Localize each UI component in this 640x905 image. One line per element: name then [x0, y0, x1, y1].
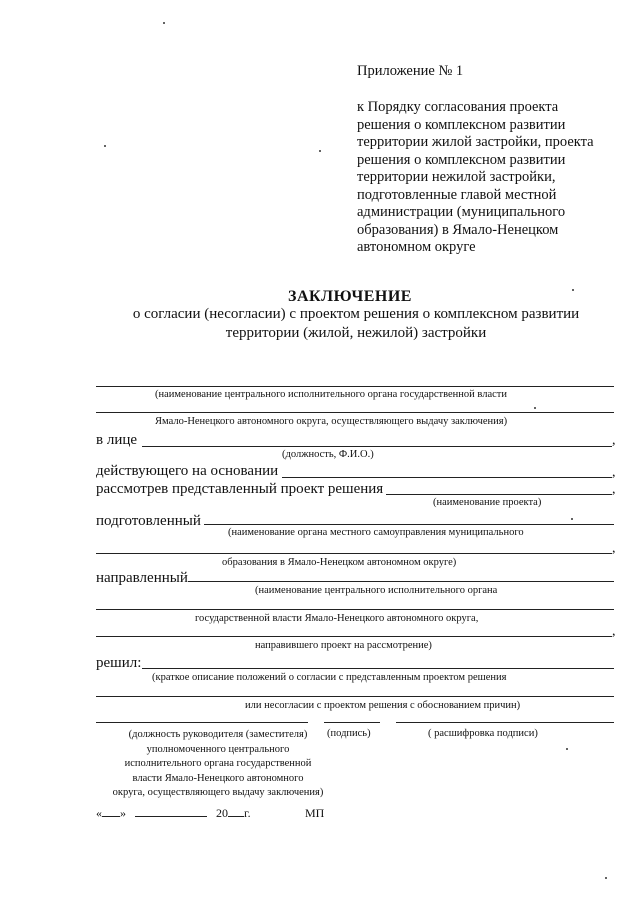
appendix-reference [357, 99, 594, 257]
scan-speck [104, 145, 106, 147]
appendix-line: территории жилой застройки, проекта [357, 134, 594, 150]
caption-authority-2: Ямало-Ненецкого автономного округа, осуществляющего выдачу заключения) [155, 416, 508, 427]
basis-fill-line[interactable] [282, 477, 612, 478]
authority-fill-line-2[interactable] [96, 412, 614, 413]
scan-speck [605, 877, 607, 879]
caption-sender-2: государственной власти Ямало-Ненецкого автономного округа, [195, 613, 479, 624]
person-label: в лице [96, 432, 138, 448]
sender-fill-line-3[interactable] [96, 636, 612, 637]
decision-label: решил: [96, 655, 142, 671]
document-subtitle-2: территории (жилой, нежилой) застройки [225, 325, 487, 341]
decoding-caption: ( расшифровка подписи) [428, 728, 538, 739]
appendix-line: решения о комплексном развитии [357, 116, 566, 133]
sent-label: направленный [96, 570, 188, 586]
sent-fill-line[interactable] [188, 581, 614, 582]
authority-fill-line-1[interactable] [96, 386, 614, 387]
appendix-line: территории нежилой застройки, [357, 169, 556, 185]
signature-caption: (подпись) [327, 728, 371, 739]
municipal-fill-line[interactable] [96, 553, 612, 554]
scan-speck [534, 407, 536, 409]
caption-sender-3: направившего проект на рассмотрение) [255, 640, 432, 651]
position-caption-line: уполномоченного центрального [146, 743, 290, 755]
sender-fill-line-2[interactable] [96, 609, 614, 610]
decoding-fill-line[interactable] [396, 722, 614, 723]
person-fill-line[interactable] [142, 446, 612, 447]
document-subtitle-1: о согласии (несогласии) с проектом решения о комплексном развитии [132, 306, 580, 322]
month-field[interactable] [135, 816, 207, 817]
date-block [96, 806, 251, 821]
position-fill-line[interactable] [96, 722, 308, 723]
prepared-fill-line[interactable] [204, 524, 614, 525]
decision-fill-line-1[interactable] [142, 668, 614, 669]
caption-person: (должность, Ф.И.О.) [282, 449, 374, 460]
signature-fill-line[interactable] [324, 722, 380, 723]
caption-decision-1: (краткое описание положений о согласии с представленным проектом решения [152, 672, 507, 683]
caption-decision-2: или несогласии с проектом решения с обоснованием причин) [245, 700, 521, 711]
appendix-line: подготовленные главой местной [357, 186, 557, 203]
comma: , [612, 433, 616, 448]
close-quote: » [120, 806, 126, 820]
caption-sender-1: (наименование центрального исполнительного органа [255, 585, 498, 596]
basis-label: действующего на основании [96, 463, 279, 479]
day-field[interactable] [102, 816, 120, 817]
scan-speck [572, 289, 574, 291]
caption-municipal-1: (наименование органа местного самоуправления муниципального [228, 527, 524, 538]
year-century: 20 [216, 806, 228, 820]
scan-speck [163, 22, 165, 24]
position-caption-line: (должность руководителя (заместителя) [128, 729, 308, 740]
appendix-title: Приложение № 1 [357, 63, 464, 79]
project-label: рассмотрев представленный проект решения [96, 481, 384, 497]
year-field[interactable] [228, 816, 244, 817]
scan-speck [566, 748, 568, 750]
appendix-line: автономном округе [357, 239, 476, 255]
document-title: ЗАКЛЮЧЕНИЕ [288, 288, 412, 305]
appendix-line: администрации (муниципального [357, 204, 566, 220]
comma: , [612, 465, 616, 480]
caption-municipal-2: образования в Ямало-Ненецком автономном округе) [222, 557, 457, 568]
comma: , [612, 482, 616, 497]
appendix-line: к Порядку согласования проекта [357, 99, 559, 115]
caption-authority-1: (наименование центрального исполнительного органа государственной власти [155, 389, 507, 400]
project-fill-line[interactable] [386, 494, 612, 495]
position-caption-line: власти Ямало-Ненецкого автономного [132, 772, 304, 784]
comma: , [612, 624, 616, 639]
appendix-line: решения о комплексном развитии [357, 151, 566, 168]
position-caption [90, 728, 346, 801]
caption-project: (наименование проекта) [433, 497, 542, 508]
comma: , [612, 541, 616, 556]
year-suffix: г. [244, 806, 251, 820]
stamp-place: МП [305, 806, 325, 820]
scan-speck [571, 518, 573, 520]
prepared-label: подготовленный [96, 513, 201, 529]
position-caption-line: округа, осуществляющего выдачу заключения) [112, 787, 324, 798]
scan-speck [319, 150, 321, 152]
decision-fill-line-2[interactable] [96, 696, 614, 697]
appendix-line: образования) в Ямало-Ненецком [357, 221, 559, 238]
position-caption-line: исполнительного органа государственной [124, 758, 312, 769]
open-quote: « [96, 806, 102, 820]
